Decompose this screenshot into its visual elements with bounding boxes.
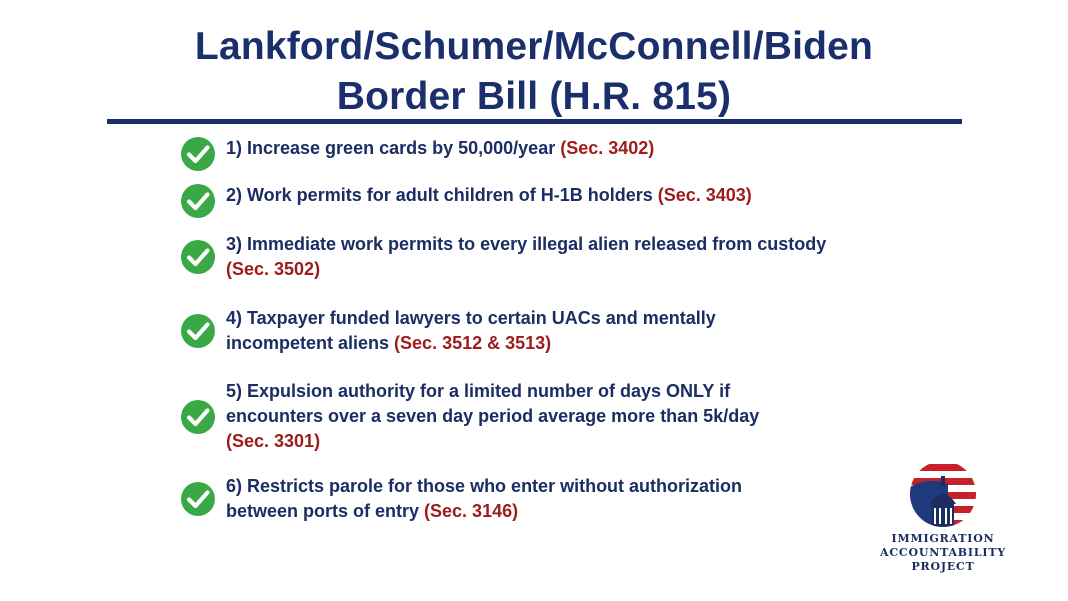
check-circle-icon (180, 313, 216, 349)
provision-text (226, 183, 926, 208)
provision-line-text: 5) Expulsion authority for a limited number of days ONLY if (226, 381, 731, 401)
page-title (0, 22, 1068, 122)
provision-text (226, 306, 926, 356)
provision-text (226, 136, 926, 161)
section-reference: (Sec. 3301) (226, 431, 321, 451)
check-circle-icon (180, 183, 216, 219)
provision-text (226, 474, 926, 524)
section-reference: (Sec. 3403) (657, 185, 752, 205)
provision-line-text: 6) Restricts parole for those who enter without authorization (226, 476, 743, 496)
provision-line-text: 2) Work permits for adult children of H-1B holders (226, 185, 658, 205)
section-reference: (Sec. 3512 & 3513) (394, 333, 552, 353)
check-circle-icon (180, 399, 216, 435)
section-reference: (Sec. 3502) (226, 259, 321, 279)
provision-line-text: 3) Immediate work permits to every illegal alien released from custody (226, 234, 827, 254)
provision-line-text: incompetent aliens (226, 333, 395, 353)
provision-line (226, 183, 926, 208)
provision-line (226, 257, 926, 282)
title-line-2: Border Bill (H.R. 815) (336, 75, 732, 118)
provision-line (226, 429, 926, 454)
check-circle-icon (180, 481, 216, 517)
provision-text (226, 232, 926, 282)
provision-line (226, 379, 926, 404)
iap-logo (868, 458, 1018, 578)
provision-line (226, 232, 926, 257)
provision-line (226, 499, 926, 524)
provision-line-text: encounters over a seven day period average more than 5k/day (226, 406, 760, 426)
logo-line-1: IMMIGRATION (891, 532, 995, 545)
provision-line (226, 306, 926, 331)
provision-line-text: 4) Taxpayer funded lawyers to certain UACs and mentally (226, 308, 716, 328)
section-reference: (Sec. 3402) (560, 138, 655, 158)
title-line-1: Lankford/Schumer/McConnell/Biden (194, 25, 874, 68)
check-circle-icon (180, 136, 216, 172)
provision-line (226, 404, 926, 429)
provision-line (226, 136, 926, 161)
logo-wordmark (868, 532, 1018, 574)
provision-line (226, 474, 926, 499)
capitol-dome-flag-icon (908, 458, 978, 530)
provision-line (226, 331, 926, 356)
provision-line-text: 1) Increase green cards by 50,000/year (226, 138, 561, 158)
logo-line-2: ACCOUNTABILITY (880, 546, 1006, 559)
provision-text (226, 379, 926, 454)
logo-line-3: PROJECT (911, 560, 975, 573)
check-circle-icon (180, 239, 216, 275)
section-reference: (Sec. 3146) (424, 501, 519, 521)
provision-line-text: between ports of entry (226, 501, 425, 521)
title-divider (107, 119, 962, 124)
